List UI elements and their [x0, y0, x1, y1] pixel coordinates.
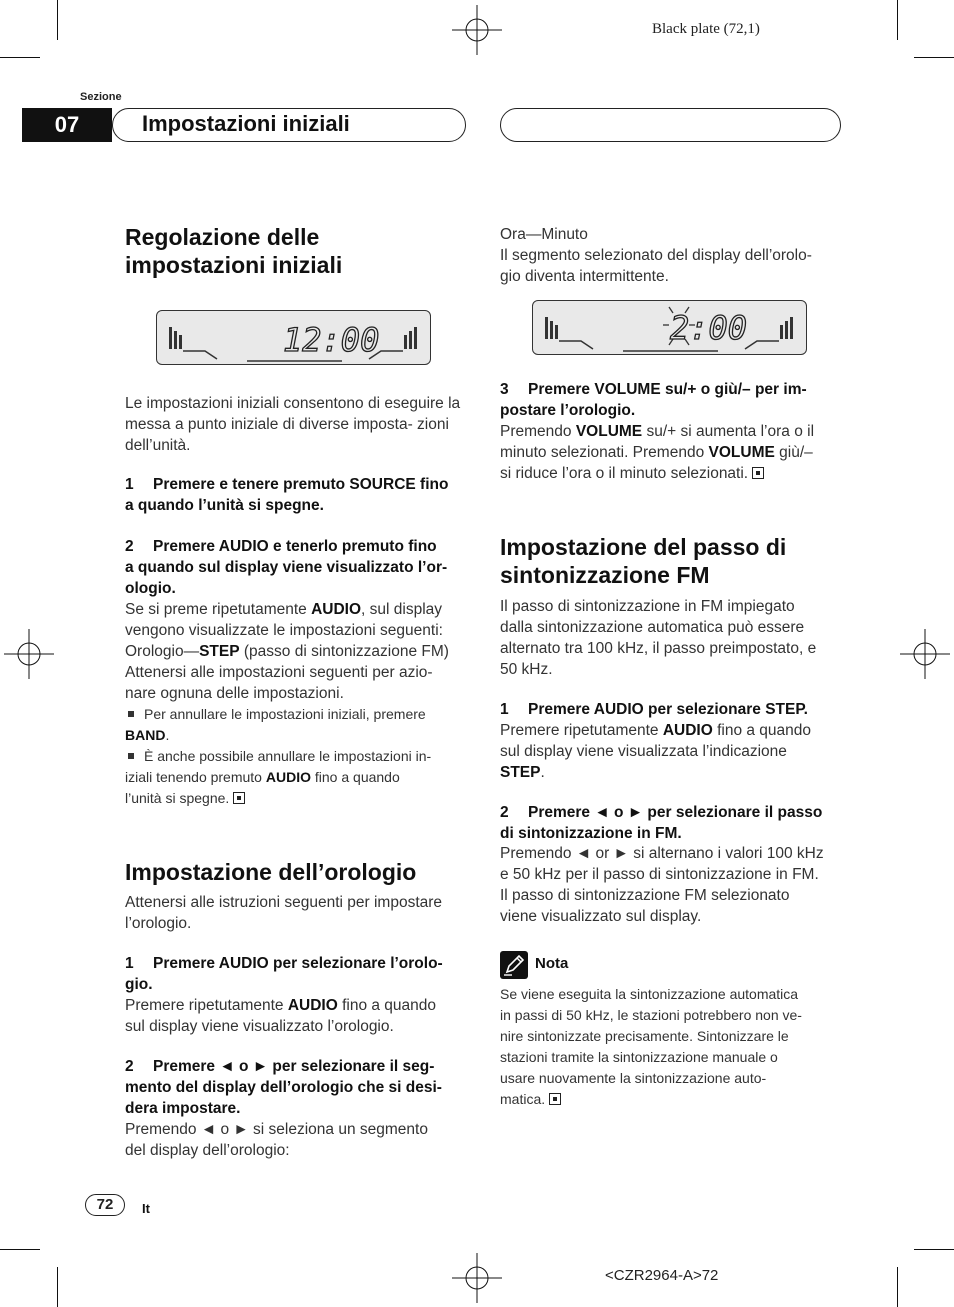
text: su/+ si aumenta l’ora o il: [642, 423, 815, 440]
note-text: iziali tenendo premuto: [125, 769, 266, 785]
note-bold: BAND: [125, 727, 166, 743]
ora-minuto-block: [500, 224, 845, 287]
step-text: Premere AUDIO e tenerlo premuto fino: [153, 538, 437, 555]
heading-orologio: Impostazione dell’orologio: [125, 859, 417, 885]
crop-mark: [897, 0, 898, 40]
text-bold: VOLUME: [708, 444, 775, 461]
text: stazioni tramite la sintonizzazione manuale o: [500, 1049, 778, 1065]
text: dalla sintonizzazione automatica può essere: [500, 619, 805, 636]
step-text: Premere ◄ o ► per selezionare il passo: [528, 804, 823, 821]
step-select-segment-body: [125, 1119, 475, 1161]
registration-mark-icon: [900, 629, 950, 679]
step-text: a quando sul display viene visualizzato l’or-: [125, 559, 448, 576]
intro-text: Le impostazioni iniziali consentono di eseguire la messa a punto iniziale di diverse imposta- zioni dell’unità.: [125, 395, 461, 454]
text: Il passo di sintonizzazione FM selezionato: [500, 887, 790, 904]
clock-display-text: 2:00: [670, 309, 748, 347]
heading-passo: Impostazione del passo di sintonizzazione FM: [500, 534, 787, 588]
step-text: Premere AUDIO per selezionare STEP.: [528, 701, 808, 718]
text: Ora—Minuto: [500, 226, 588, 243]
step-number: 1: [125, 476, 134, 493]
end-mark-icon: [549, 1093, 561, 1105]
text: in passi di 50 kHz, le stazioni potrebbero non ve-: [500, 1007, 802, 1023]
step-select-passo: [500, 802, 845, 844]
step-volume: [500, 379, 845, 421]
text: alternato tra 100 kHz, il passo preimpostato, e: [500, 640, 817, 657]
step-text: mento del display dell’orologio che si desi-: [125, 1079, 442, 1096]
step-text: di sintonizzazione in FM.: [500, 825, 682, 842]
registration-mark-icon: [452, 5, 502, 55]
text: Premendo: [500, 423, 576, 440]
crop-mark: [914, 57, 954, 58]
step-select-segment: [125, 1056, 475, 1119]
text: giù/–: [774, 444, 813, 461]
lcd-graphic: [157, 311, 429, 363]
step-number: 1: [125, 955, 134, 972]
plate-label: Black plate (72,1): [652, 21, 760, 37]
step-select-step-body: Premere ripetutamente AUDIO fino a quando sul display viene visualizzata l’indicazione STEP.: [500, 720, 845, 783]
section-label: Sezione: [80, 91, 122, 103]
text: viene visualizzato sul display.: [500, 908, 702, 925]
note-list: Per annullare le impostazioni iniziali, premere BAND. È anche possibile annullare le impostazioni in- iziali tenendo premuto AUDIO fino a quando l’unità si spegne.: [125, 706, 432, 806]
step-text: Premere ◄ o ► per selezionare il seg-: [153, 1058, 435, 1075]
text: Se viene eseguita la sintonizzazione automatica: [500, 986, 799, 1002]
step-audio-body: [125, 599, 475, 704]
crop-mark: [57, 1267, 58, 1307]
registration-mark-icon: [4, 629, 54, 679]
step-select-passo-body: [500, 843, 845, 927]
step-audio: [125, 536, 475, 599]
text: fino a quando: [337, 997, 437, 1014]
text: del display dell’orologio:: [125, 1142, 290, 1159]
crop-mark: [57, 0, 58, 40]
note-pencil-icon: [500, 951, 528, 979]
note-text: fino a quando: [311, 769, 400, 785]
step-source: [125, 474, 475, 516]
text: Attenersi alle impostazioni seguenti per azio-: [125, 664, 433, 681]
text: Premendo ◄ or ► si alternano i valori 100 kHz: [500, 845, 824, 862]
clock-display-text: 12:00: [283, 321, 380, 359]
text: vengono visualizzate le impostazioni seguenti:: [125, 622, 443, 639]
registration-mark-icon: [452, 1253, 502, 1303]
step-select-step: [500, 699, 845, 720]
text: 50 kHz.: [500, 661, 553, 678]
text: Se si preme ripetutamente: [125, 601, 312, 618]
step-text: Premere e tenere premuto SOURCE fino: [153, 476, 449, 493]
text: Attenersi alle istruzioni seguenti per impostare: [125, 894, 443, 911]
text: e 50 kHz per il passo di sintonizzazione in FM.: [500, 866, 819, 883]
text: usare nuovamente la sintonizzazione auto-: [500, 1070, 767, 1086]
text-bold: AUDIO: [311, 601, 362, 618]
note-text: Per annullare le impostazioni iniziali, premere: [144, 706, 426, 722]
step-text: dera impostare.: [125, 1100, 241, 1117]
end-mark-icon: [233, 792, 245, 804]
text: Premere ripetutamente: [125, 997, 288, 1014]
bullet-icon: [128, 711, 134, 717]
note-body: [500, 984, 845, 1110]
note-text: l’unità si spegne.: [125, 790, 230, 806]
page-number: 72: [85, 1194, 125, 1216]
end-mark-icon: [752, 467, 764, 479]
step-text: a quando l’unità si spegne.: [125, 497, 324, 514]
header-empty-box: [500, 108, 841, 142]
note-label: Nota: [535, 955, 569, 972]
passo-intro: [500, 596, 845, 680]
text: , sul display: [361, 601, 443, 618]
step-text: ologio.: [125, 580, 176, 597]
text: fino a quando: [712, 722, 812, 739]
text: gio diventa intermittente.: [500, 268, 669, 285]
step-volume-body: [500, 421, 845, 484]
text: (passo di sintonizzazione FM): [239, 643, 449, 660]
orologio-intro: [125, 892, 475, 934]
step-text: Premere VOLUME su/+ o giù/– per im-: [528, 381, 807, 398]
text: Il passo di sintonizzazione in FM impiegato: [500, 598, 795, 615]
language-label: It: [142, 1201, 150, 1216]
clock-blink-display-image: [532, 300, 807, 355]
lcd-graphic: [533, 301, 805, 353]
text-bold: AUDIO: [662, 722, 713, 739]
text: si riduce l’ora o il minuto selezionati.: [500, 465, 749, 482]
text-bold: VOLUME: [575, 423, 643, 440]
bullet-icon: [128, 753, 134, 759]
step-select-clock-body: [125, 995, 475, 1037]
doc-code: <CZR2964-A>72: [605, 1267, 719, 1284]
step-number: 1: [500, 701, 509, 718]
text: sul display viene visualizzato l’orologio.: [125, 1018, 394, 1035]
step-text: postare l’orologio.: [500, 402, 636, 419]
text: sul display viene visualizzata l’indicazione: [500, 743, 787, 760]
clock-display-image: [156, 310, 431, 365]
text: nire sintonizzate precisamente. Sintonizzare le: [500, 1028, 789, 1044]
text: minuto selezionati. Premendo: [500, 444, 709, 461]
step-text: gio.: [125, 976, 153, 993]
text-bold: STEP: [500, 764, 541, 781]
note-text: È anche possibile annullare le impostazioni in-: [144, 748, 432, 764]
step-number: 2: [125, 1058, 134, 1075]
text: l’orologio.: [125, 915, 192, 932]
crop-mark: [897, 1267, 898, 1307]
heading-regolazione: Regolazione delle impostazioni iniziali: [125, 224, 343, 278]
text-bold: STEP: [199, 643, 240, 660]
step-select-clock: [125, 953, 475, 995]
step-number: 2: [125, 538, 134, 555]
crop-mark: [914, 1249, 954, 1250]
text: Il segmento selezionato del display dell’orolo-: [500, 247, 812, 264]
text-bold: AUDIO: [287, 997, 338, 1014]
step-number: 3: [500, 381, 509, 398]
crop-mark: [0, 1249, 40, 1250]
section-number: 07: [22, 108, 112, 142]
text: Premendo ◄ o ► si seleziona un segmento: [125, 1121, 428, 1138]
section-title: Impostazioni iniziali: [142, 111, 350, 136]
step-number: 2: [500, 804, 509, 821]
crop-mark: [0, 57, 40, 58]
text: Premere ripetutamente: [500, 722, 663, 739]
text: Orologio—: [125, 643, 200, 660]
note-bold: AUDIO: [265, 769, 311, 785]
text: nare ognuna delle impostazioni.: [125, 685, 344, 702]
text: matica.: [500, 1091, 546, 1107]
step-text: Premere AUDIO per selezionare l’orolo-: [153, 955, 443, 972]
